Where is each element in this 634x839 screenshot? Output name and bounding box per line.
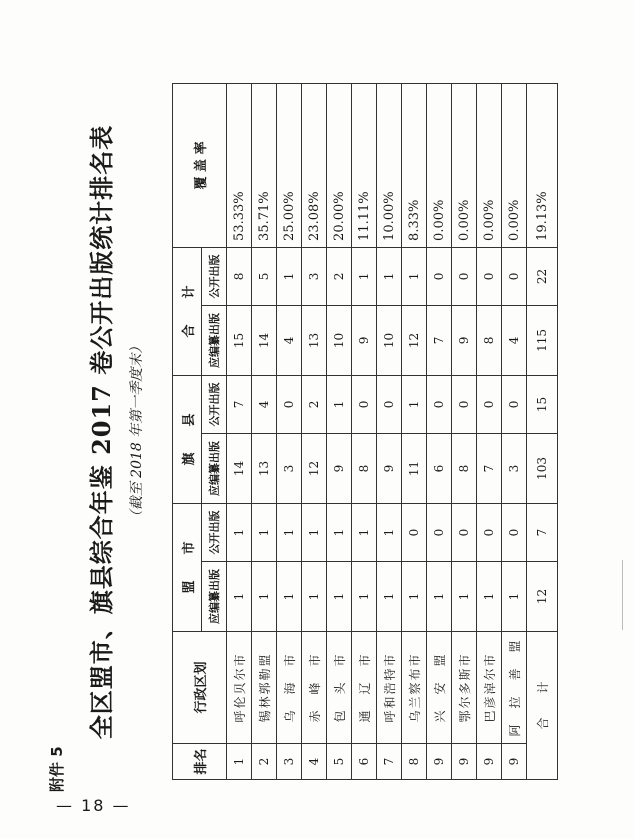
cell-coverage: 8.33% <box>402 83 427 247</box>
cell-county-published: 2 <box>302 375 327 433</box>
table-row <box>327 83 352 779</box>
cell-total-published: 0 <box>427 247 452 305</box>
total-city-compiled: 12 <box>527 562 558 632</box>
cell-county-compiled: 3 <box>502 433 527 503</box>
table-row <box>502 83 527 779</box>
cell-total-compiled: 9 <box>352 305 377 375</box>
header-city-group: 盟 市 <box>173 503 202 631</box>
cell-total-published: 8 <box>227 247 252 305</box>
cell-rank: 9 <box>452 744 477 780</box>
cell-coverage: 0.00% <box>477 83 502 247</box>
cell-rank: 9 <box>502 744 527 780</box>
cell-region: 呼和浩特市 <box>377 632 402 744</box>
table-body <box>227 83 527 779</box>
cell-city-published: 0 <box>402 503 427 561</box>
cell-county-compiled: 14 <box>227 433 252 503</box>
total-sum-published: 22 <box>527 247 558 305</box>
cell-county-published: 0 <box>502 375 527 433</box>
header-region: 行政区划 <box>173 632 227 744</box>
cell-region: 呼伦贝尔市 <box>227 632 252 744</box>
cell-city-compiled: 1 <box>302 562 327 632</box>
header-county-group: 旗 县 <box>173 375 202 503</box>
cell-total-published: 1 <box>402 247 427 305</box>
header-row-top <box>173 83 202 779</box>
cell-total-compiled: 10 <box>377 305 402 375</box>
cell-total-compiled: 4 <box>277 305 302 375</box>
page-edge-mark <box>622 560 627 630</box>
cell-total-compiled: 7 <box>427 305 452 375</box>
cell-total-published: 2 <box>327 247 352 305</box>
cell-coverage: 0.00% <box>502 83 527 247</box>
total-city-published: 7 <box>527 503 558 561</box>
cell-county-compiled: 9 <box>327 433 352 503</box>
cell-region: 阿 拉 善 盟 <box>502 632 527 744</box>
cell-city-compiled: 1 <box>252 562 277 632</box>
header-total-published: 公开出版 <box>202 247 227 305</box>
cell-city-compiled: 1 <box>402 562 427 632</box>
cell-city-published: 0 <box>427 503 452 561</box>
cell-region: 鄂尔多斯市 <box>452 632 477 744</box>
table-row <box>277 83 302 779</box>
cell-rank: 4 <box>302 744 327 780</box>
cell-rank: 5 <box>327 744 352 780</box>
cell-total-published: 1 <box>377 247 402 305</box>
document-subtitle: （截至 2018 年第一季度末） <box>129 339 145 525</box>
cell-county-published: 0 <box>477 375 502 433</box>
table-row <box>377 83 402 779</box>
cell-city-compiled: 1 <box>327 562 352 632</box>
table-row <box>352 83 377 779</box>
cell-coverage: 25.00% <box>277 83 302 247</box>
cell-county-published: 0 <box>452 375 477 433</box>
cell-coverage: 23.08% <box>302 83 327 247</box>
cell-total-compiled: 15 <box>227 305 252 375</box>
cell-region: 巴彦淖尔市 <box>477 632 502 744</box>
cell-total-compiled: 4 <box>502 305 527 375</box>
cell-coverage: 0.00% <box>452 83 477 247</box>
table-row <box>452 83 477 779</box>
cell-city-published: 1 <box>352 503 377 561</box>
table-row <box>427 83 452 779</box>
cell-region: 通 辽 市 <box>352 632 377 744</box>
cell-total-published: 1 <box>352 247 377 305</box>
table-row <box>477 83 502 779</box>
total-county-published: 15 <box>527 375 558 433</box>
cell-total-compiled: 9 <box>452 305 477 375</box>
cell-rank: 9 <box>427 744 452 780</box>
cell-city-compiled: 1 <box>377 562 402 632</box>
cell-city-compiled: 1 <box>277 562 302 632</box>
cell-county-published: 0 <box>352 375 377 433</box>
cell-region: 兴 安 盟 <box>427 632 452 744</box>
table-row <box>227 83 252 779</box>
cell-city-published: 1 <box>377 503 402 561</box>
ranking-table <box>172 83 558 780</box>
cell-county-compiled: 11 <box>402 433 427 503</box>
cell-county-compiled: 13 <box>252 433 277 503</box>
cell-total-published: 3 <box>302 247 327 305</box>
cell-county-compiled: 7 <box>477 433 502 503</box>
cell-rank: 9 <box>477 744 502 780</box>
table-row <box>402 83 427 779</box>
cell-city-compiled: 1 <box>352 562 377 632</box>
cell-county-compiled: 12 <box>302 433 327 503</box>
attachment-label: 附件 5 <box>48 746 66 792</box>
cell-city-compiled: 1 <box>452 562 477 632</box>
cell-total-compiled: 12 <box>402 305 427 375</box>
cell-region: 锡林郭勒盟 <box>252 632 277 744</box>
cell-total-compiled: 8 <box>477 305 502 375</box>
cell-coverage: 10.00% <box>377 83 402 247</box>
cell-total-compiled: 13 <box>302 305 327 375</box>
cell-city-published: 1 <box>277 503 302 561</box>
cell-total-published: 5 <box>252 247 277 305</box>
rotated-content <box>42 72 582 792</box>
cell-total-published: 0 <box>502 247 527 305</box>
header-coverage: 覆 盖 率 <box>173 83 227 247</box>
cell-county-published: 1 <box>402 375 427 433</box>
cell-city-compiled: 1 <box>427 562 452 632</box>
cell-rank: 1 <box>227 744 252 780</box>
cell-county-compiled: 9 <box>377 433 402 503</box>
cell-city-published: 1 <box>327 503 352 561</box>
document-title: 全区盟市、旗县综合年鉴 2017 卷公开出版统计排名表 <box>87 124 116 740</box>
cell-county-published: 0 <box>427 375 452 433</box>
cell-coverage: 53.33% <box>227 83 252 247</box>
cell-total-published: 0 <box>452 247 477 305</box>
cell-rank: 2 <box>252 744 277 780</box>
cell-region: 包 头 市 <box>327 632 352 744</box>
total-coverage: 19.13% <box>527 83 558 247</box>
page-number: — 18 — <box>56 796 131 815</box>
cell-county-published: 0 <box>377 375 402 433</box>
cell-total-published: 0 <box>477 247 502 305</box>
header-rank: 排名 <box>173 744 227 780</box>
cell-region: 赤 峰 市 <box>302 632 327 744</box>
cell-rank: 7 <box>377 744 402 780</box>
cell-city-published: 0 <box>477 503 502 561</box>
total-county-compiled: 103 <box>527 433 558 503</box>
total-row <box>527 83 558 779</box>
cell-county-compiled: 8 <box>352 433 377 503</box>
cell-region: 乌兰察布市 <box>402 632 427 744</box>
cell-city-compiled: 1 <box>477 562 502 632</box>
cell-city-published: 1 <box>227 503 252 561</box>
cell-coverage: 20.00% <box>327 83 352 247</box>
cell-county-published: 1 <box>327 375 352 433</box>
cell-county-published: 0 <box>277 375 302 433</box>
table-row <box>252 83 277 779</box>
cell-county-compiled: 3 <box>277 433 302 503</box>
cell-county-compiled: 6 <box>427 433 452 503</box>
header-total-group: 合 计 <box>173 247 202 375</box>
total-sum-compiled: 115 <box>527 305 558 375</box>
total-label: 合 计 <box>527 632 558 780</box>
cell-rank: 3 <box>277 744 302 780</box>
cell-total-compiled: 14 <box>252 305 277 375</box>
cell-city-compiled: 1 <box>227 562 252 632</box>
cell-city-published: 0 <box>502 503 527 561</box>
cell-coverage: 0.00% <box>427 83 452 247</box>
cell-coverage: 11.11% <box>352 83 377 247</box>
table-row <box>302 83 327 779</box>
header-city-compiled: 应编纂出版 <box>202 562 227 632</box>
cell-city-compiled: 1 <box>502 562 527 632</box>
header-county-published: 公开出版 <box>202 375 227 433</box>
cell-total-published: 1 <box>277 247 302 305</box>
header-county-compiled: 应编纂出版 <box>202 433 227 503</box>
cell-county-published: 4 <box>252 375 277 433</box>
cell-county-published: 7 <box>227 375 252 433</box>
cell-rank: 6 <box>352 744 377 780</box>
cell-city-published: 0 <box>452 503 477 561</box>
cell-county-compiled: 8 <box>452 433 477 503</box>
header-total-compiled: 应编纂出版 <box>202 305 227 375</box>
cell-rank: 8 <box>402 744 427 780</box>
cell-region: 乌 海 市 <box>277 632 302 744</box>
cell-city-published: 1 <box>302 503 327 561</box>
cell-coverage: 35.71% <box>252 83 277 247</box>
cell-city-published: 1 <box>252 503 277 561</box>
header-city-published: 公开出版 <box>202 503 227 561</box>
cell-total-compiled: 10 <box>327 305 352 375</box>
